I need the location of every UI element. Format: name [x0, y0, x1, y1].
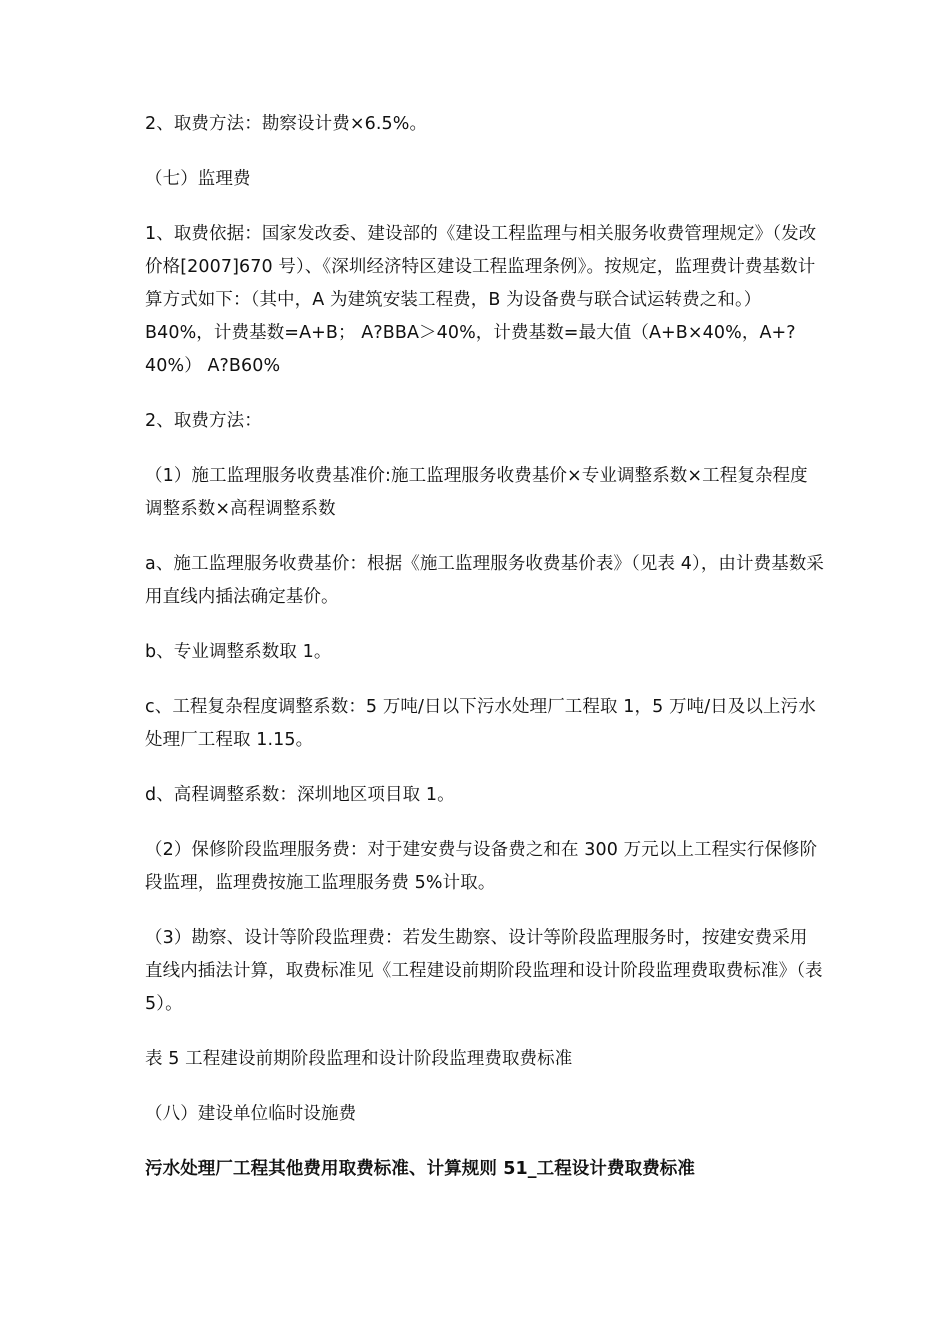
table-5-caption: 表 5 工程建设前期阶段监理和设计阶段监理费取费标准 [145, 1049, 573, 1069]
paragraph-item-b: b、专业调整系数取 1。 [145, 642, 332, 662]
paragraph-fee-method-heading: 2、取费方法： [145, 411, 262, 431]
paragraph-warranty-supervision-fee: （2）保修阶段监理服务费：对于建安费与设备费之和在 300 万元以上工程实行保修阶段监理，监理费按施工监理服务费 5%计取。 [145, 840, 818, 893]
section-heading-supervision-fee: （七）监理费 [145, 169, 251, 189]
document-page [145, 108, 825, 1208]
paragraph-item-a: a、施工监理服务收费基价：根据《施工监理服务收费基价表》（见表 4），由计费基数采用直线内插法确定基价。 [145, 554, 825, 607]
document-footer-title: 污水处理厂工程其他费用取费标准、计算规则 51_工程设计费取费标准 [145, 1159, 695, 1179]
paragraph-item-d: d、高程调整系数：深圳地区项目取 1。 [145, 785, 455, 805]
paragraph-survey-fee-method: 2、取费方法：勘察设计费×6.5%。 [145, 114, 428, 134]
paragraph-construction-supervision-base-price: （1）施工监理服务收费基准价:施工监理服务收费基价×专业调整系数×工程复杂程度调整系数×高程调整系数 [145, 466, 808, 519]
paragraph-item-c: c、工程复杂程度调整系数：5 万吨/日以下污水处理厂工程取 1，5 万吨/日及以上污水处理厂工程取 1.15。 [145, 697, 816, 750]
paragraph-survey-design-supervision-fee: （3）勘察、设计等阶段监理费：若发生勘察、设计等阶段监理服务时，按建安费采用直线内插法计算，取费标准见《工程建设前期阶段监理和设计阶段监理费取费标准》（表 5）。 [145, 928, 823, 1014]
section-heading-temporary-facilities: （八）建设单位临时设施费 [145, 1104, 357, 1124]
paragraph-fee-basis: 1、取费依据：国家发改委、建设部的《建设工程监理与相关服务收费管理规定》（发改价格[2007]670 号）、《深圳经济特区建设工程监理条例》。按规定，监理费计费基数计算方式如下：（其中，A 为建筑安装工程费，B 为设备费与联合试运转费之和。）B40%，计费基数=A+B； A?BBA＞40%，计费基数=最大值（A+B×40%，A+?40%） A?B60% [145, 224, 817, 376]
